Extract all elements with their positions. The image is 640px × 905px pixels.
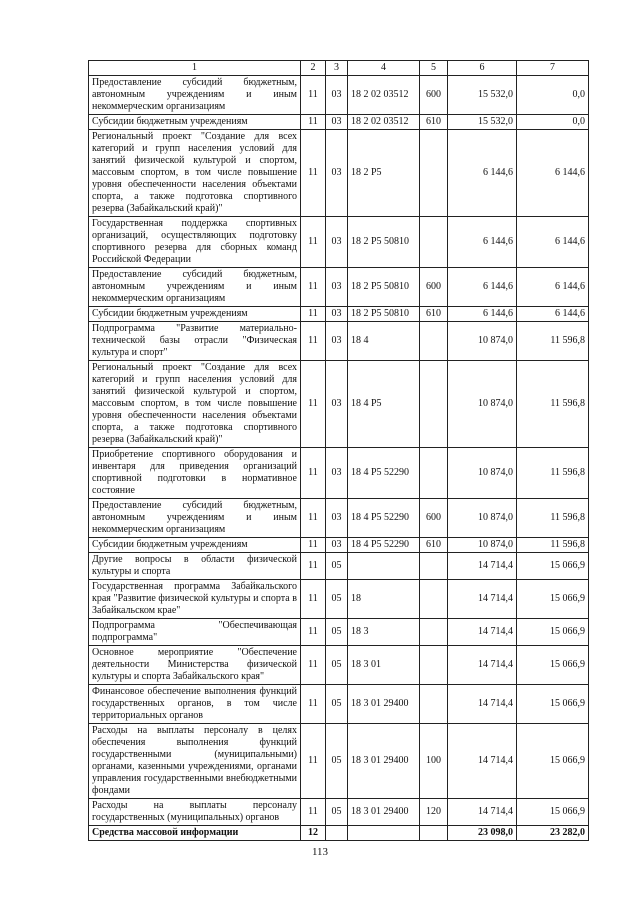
row-subsection	[326, 826, 348, 841]
row-amount-year-2: 0,0	[517, 76, 589, 115]
row-subsection: 03	[326, 538, 348, 553]
row-subsection: 05	[326, 799, 348, 826]
row-subsection: 05	[326, 553, 348, 580]
row-target-code: 18	[348, 580, 420, 619]
row-expense-type: 610	[420, 307, 448, 322]
row-subsection: 03	[326, 115, 348, 130]
row-name: Региональный проект "Создание для всех категорий и групп населения условий для занятий физической культурой и спортом, массовым спортом, в том числе повышение уровня обеспеченности населения объектами спорта, а также подготовка спортивного резерва (Забайкальский край)"	[89, 361, 301, 448]
row-target-code: 18 3 01 29400	[348, 685, 420, 724]
row-target-code: 18 3 01 29400	[348, 799, 420, 826]
row-amount-year-1: 6 144,6	[448, 217, 517, 268]
row-amount-year-2: 6 144,6	[517, 130, 589, 217]
row-name: Другие вопросы в области физической культуры и спорта	[89, 553, 301, 580]
row-amount-year-2: 6 144,6	[517, 268, 589, 307]
row-target-code: 18 4 P5 52290	[348, 499, 420, 538]
row-amount-year-2: 15 066,9	[517, 619, 589, 646]
row-expense-type	[420, 646, 448, 685]
row-target-code: 18 3	[348, 619, 420, 646]
row-subsection: 03	[326, 499, 348, 538]
row-amount-year-2: 11 596,8	[517, 448, 589, 499]
row-amount-year-2: 15 066,9	[517, 799, 589, 826]
row-section: 11	[301, 307, 326, 322]
row-name: Подпрограмма "Развитие материально-технической базы отрасли "Физическая культура и спорт"	[89, 322, 301, 361]
row-subsection: 03	[326, 307, 348, 322]
row-amount-year-1: 14 714,4	[448, 580, 517, 619]
row-subsection: 05	[326, 724, 348, 799]
row-name: Предоставление субсидий бюджетным, автономным учреждениям и иным некоммерческим организациям	[89, 268, 301, 307]
row-name: Подпрограмма "Обеспечивающая подпрограмма"	[89, 619, 301, 646]
row-name: Государственная программа Забайкальского края "Развитие физической культуры и спорта в Забайкальском крае"	[89, 580, 301, 619]
row-section: 11	[301, 538, 326, 553]
row-amount-year-2: 6 144,6	[517, 217, 589, 268]
row-subsection: 03	[326, 268, 348, 307]
row-section: 11	[301, 646, 326, 685]
row-name: Государственная поддержка спортивных организаций, осуществляющих подготовку спортивного резерва для сборных команд Российской Федерации	[89, 217, 301, 268]
row-target-code: 18 2 P5 50810	[348, 307, 420, 322]
row-section: 11	[301, 268, 326, 307]
table-row	[89, 619, 589, 646]
row-amount-year-1: 15 532,0	[448, 76, 517, 115]
header-col-4: 4	[348, 61, 420, 76]
table-row	[89, 217, 589, 268]
row-amount-year-1: 10 874,0	[448, 499, 517, 538]
row-subsection: 03	[326, 448, 348, 499]
row-amount-year-2: 15 066,9	[517, 580, 589, 619]
table-row	[89, 76, 589, 115]
row-amount-year-1: 10 874,0	[448, 322, 517, 361]
row-target-code: 18 4 P5 52290	[348, 538, 420, 553]
row-subsection: 05	[326, 685, 348, 724]
table-row	[89, 130, 589, 217]
row-amount-year-2: 23 282,0	[517, 826, 589, 841]
row-section: 11	[301, 499, 326, 538]
row-target-code	[348, 826, 420, 841]
table-row	[89, 553, 589, 580]
row-expense-type: 100	[420, 724, 448, 799]
row-amount-year-1: 6 144,6	[448, 130, 517, 217]
table-row	[89, 499, 589, 538]
row-amount-year-2: 15 066,9	[517, 553, 589, 580]
header-col-1: 1	[89, 61, 301, 76]
row-expense-type	[420, 130, 448, 217]
row-subsection: 03	[326, 361, 348, 448]
table-row	[89, 724, 589, 799]
row-section: 11	[301, 580, 326, 619]
table-row	[89, 307, 589, 322]
row-expense-type	[420, 826, 448, 841]
row-target-code	[348, 553, 420, 580]
row-expense-type	[420, 361, 448, 448]
row-name: Расходы на выплаты персоналу государственных (муниципальных) органов	[89, 799, 301, 826]
row-amount-year-2: 11 596,8	[517, 361, 589, 448]
row-amount-year-2: 11 596,8	[517, 499, 589, 538]
row-section: 11	[301, 724, 326, 799]
row-section: 11	[301, 685, 326, 724]
row-section: 11	[301, 361, 326, 448]
table-row	[89, 580, 589, 619]
row-target-code: 18 4 P5	[348, 361, 420, 448]
row-name: Приобретение спортивного оборудования и инвентаря для приведения организаций спортивной подготовки в нормативное состояние	[89, 448, 301, 499]
row-expense-type	[420, 553, 448, 580]
row-amount-year-1: 15 532,0	[448, 115, 517, 130]
row-name: Субсидии бюджетным учреждениям	[89, 538, 301, 553]
row-amount-year-1: 10 874,0	[448, 538, 517, 553]
row-target-code: 18 2 02 03512	[348, 76, 420, 115]
row-target-code: 18 4 P5 52290	[348, 448, 420, 499]
row-name: Финансовое обеспечение выполнения функций государственных органов, в том числе территориальных органов	[89, 685, 301, 724]
row-subsection: 03	[326, 130, 348, 217]
table-row	[89, 685, 589, 724]
row-expense-type	[420, 619, 448, 646]
row-expense-type: 120	[420, 799, 448, 826]
row-section: 11	[301, 448, 326, 499]
budget-table	[88, 60, 589, 841]
header-col-7: 7	[517, 61, 589, 76]
row-target-code: 18 4	[348, 322, 420, 361]
row-amount-year-1: 23 098,0	[448, 826, 517, 841]
row-section: 11	[301, 619, 326, 646]
row-amount-year-2: 15 066,9	[517, 646, 589, 685]
row-section: 11	[301, 115, 326, 130]
row-expense-type	[420, 448, 448, 499]
row-expense-type: 610	[420, 538, 448, 553]
page-number: 113	[311, 846, 329, 858]
row-expense-type: 610	[420, 115, 448, 130]
row-subsection: 05	[326, 580, 348, 619]
table-header-row	[89, 61, 589, 76]
row-expense-type	[420, 580, 448, 619]
row-section: 11	[301, 217, 326, 268]
row-name: Средства массовой информации	[89, 826, 301, 841]
row-amount-year-2: 6 144,6	[517, 307, 589, 322]
row-expense-type	[420, 217, 448, 268]
row-name: Предоставление субсидий бюджетным, автономным учреждениям и иным некоммерческим организациям	[89, 499, 301, 538]
table-row	[89, 646, 589, 685]
row-amount-year-1: 14 714,4	[448, 646, 517, 685]
row-amount-year-1: 10 874,0	[448, 448, 517, 499]
table-row	[89, 361, 589, 448]
row-expense-type	[420, 322, 448, 361]
row-amount-year-1: 14 714,4	[448, 685, 517, 724]
table-row	[89, 322, 589, 361]
row-amount-year-2: 0,0	[517, 115, 589, 130]
row-target-code: 18 2 02 03512	[348, 115, 420, 130]
table-row	[89, 799, 589, 826]
row-target-code: 18 2 P5	[348, 130, 420, 217]
row-subsection: 05	[326, 646, 348, 685]
row-name: Субсидии бюджетным учреждениям	[89, 307, 301, 322]
header-col-2: 2	[301, 61, 326, 76]
row-expense-type: 600	[420, 499, 448, 538]
row-subsection: 03	[326, 322, 348, 361]
row-target-code: 18 3 01	[348, 646, 420, 685]
row-amount-year-1: 14 714,4	[448, 724, 517, 799]
row-name: Региональный проект "Создание для всех категорий и групп населения условий для занятий физической культурой и спортом, массовым спортом, в том числе повышение уровня обеспеченности населения объектами спорта, а также подготовка спортивного резерва (Забайкальский край)"	[89, 130, 301, 217]
header-col-5: 5	[420, 61, 448, 76]
row-target-code: 18 2 P5 50810	[348, 268, 420, 307]
row-name: Расходы на выплаты персоналу в целях обеспечения выполнения функций государственными (муниципальными) органами, казенными учреждениями, органами управления государственными внебюджетными фондами	[89, 724, 301, 799]
row-subsection: 05	[326, 619, 348, 646]
row-amount-year-2: 15 066,9	[517, 724, 589, 799]
header-col-3: 3	[326, 61, 348, 76]
row-amount-year-1: 14 714,4	[448, 619, 517, 646]
row-amount-year-2: 11 596,8	[517, 322, 589, 361]
table-row	[89, 826, 589, 841]
row-section: 11	[301, 553, 326, 580]
row-section: 11	[301, 76, 326, 115]
row-name: Предоставление субсидий бюджетным, автономным учреждениям и иным некоммерческим организациям	[89, 76, 301, 115]
table-row	[89, 268, 589, 307]
table-row	[89, 115, 589, 130]
row-expense-type: 600	[420, 268, 448, 307]
table-row	[89, 538, 589, 553]
row-section: 11	[301, 799, 326, 826]
row-amount-year-1: 10 874,0	[448, 361, 517, 448]
row-amount-year-1: 6 144,6	[448, 268, 517, 307]
row-target-code: 18 3 01 29400	[348, 724, 420, 799]
row-amount-year-2: 15 066,9	[517, 685, 589, 724]
row-section: 12	[301, 826, 326, 841]
row-name: Субсидии бюджетным учреждениям	[89, 115, 301, 130]
row-target-code: 18 2 P5 50810	[348, 217, 420, 268]
row-amount-year-1: 14 714,4	[448, 799, 517, 826]
row-amount-year-1: 6 144,6	[448, 307, 517, 322]
table-row	[89, 448, 589, 499]
row-amount-year-1: 14 714,4	[448, 553, 517, 580]
row-section: 11	[301, 130, 326, 217]
row-subsection: 03	[326, 76, 348, 115]
row-expense-type	[420, 685, 448, 724]
row-subsection: 03	[326, 217, 348, 268]
table-body	[89, 76, 589, 841]
row-amount-year-2: 11 596,8	[517, 538, 589, 553]
row-section: 11	[301, 322, 326, 361]
row-name: Основное мероприятие "Обеспечение деятельности Министерства физической культуры и спорта Забайкальского края"	[89, 646, 301, 685]
header-col-6: 6	[448, 61, 517, 76]
row-expense-type: 600	[420, 76, 448, 115]
